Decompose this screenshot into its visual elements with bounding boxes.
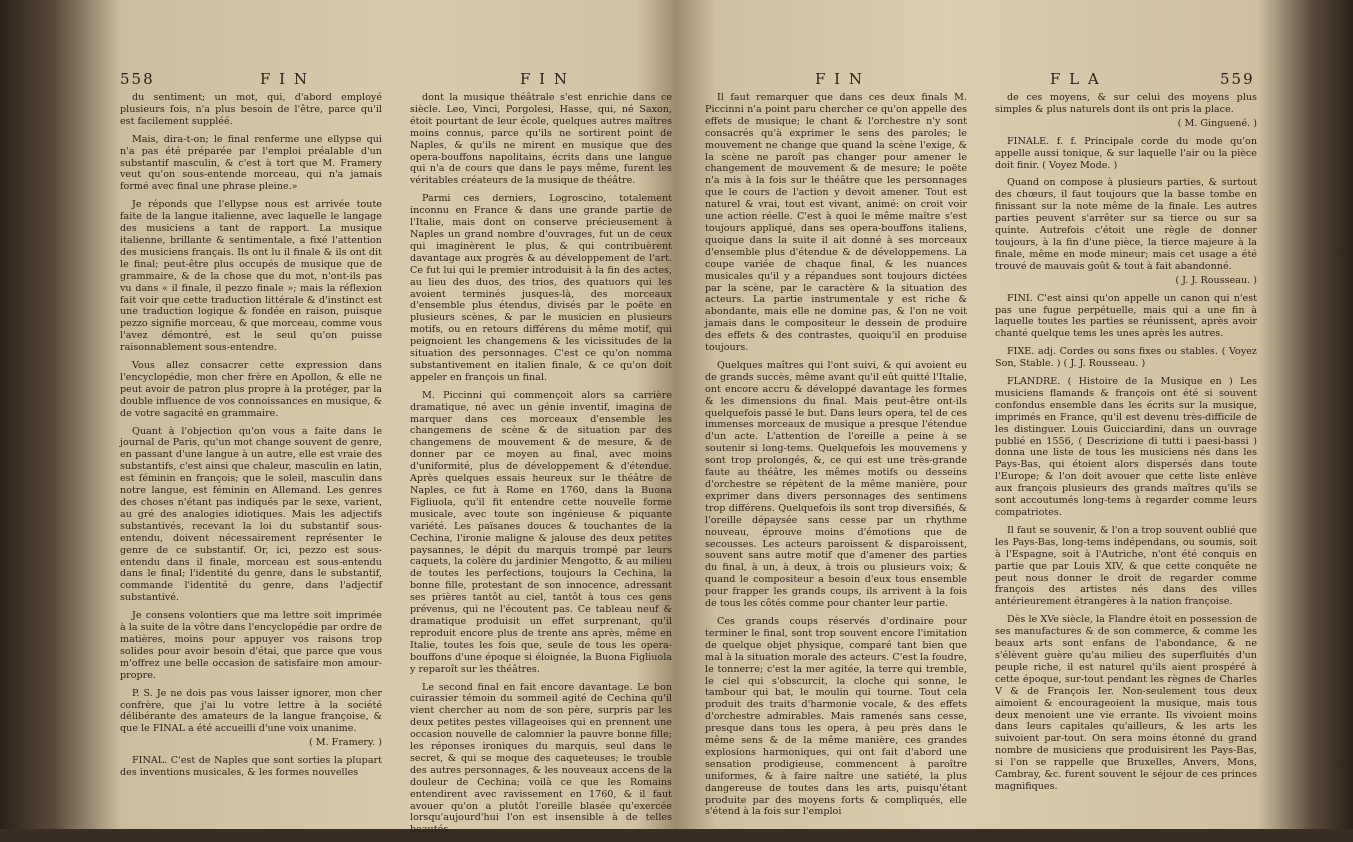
paragraph: M. Piccinni qui commençoit alors sa carrière dramatique, né avec un génie inventif, imagina de marquer dans ces morceaux d'ensemble les changemens de scène & de situation par des changemens de mouvement & de mesure, & de donner par ce moyen au final, avec moins d'uniformité, plus de développement & d'étendue. Après quelques essais heureux sur le théâtre de Naples, ce fut à Rome en 1760, dans la Buona Figliuola, qu'il fit entendre cette nouvelle forme musicale, avec toute son ingénieuse & piquante variété. Les païsanes douces & touchantes de la Cechina, l'ironie maligne & jalouse des deux petites paysannes, le dépit du marquis trompé par leurs caquets, la colère du jardinier Mengotto, & au milieu de toutes les perfections, toujours la Cechina, la bonne fille, protestant de son innocence, adressant ses prières tantôt au ciel, tantôt à tous ces gens prévenus, qui ne l'écoutent pas. Ce tableau neuf & dramatique produisit un effet surprenant, qu'il reproduit encore plus de trente ans après, même en Italie, toutes les fois que, seule de tous les opera-bouffons d'une époque si éloignée, la Buona Figliuola y reparoît sur les théâtres. xyxy=(410,389,672,675)
paragraph: Je consens volontiers que ma lettre soit imprimée à la suite de la vôtre dans l'encyclopédie par ordre de matières, moins pour appuyer vos raisons trop solides pour avoir besoin d'étai, que parce que vous m'offrez une belle occasion de satisfaire mon amour-propre. xyxy=(120,610,382,681)
paragraph: Mais, dira-t-on; le final renferme une ellypse qui n'a pas été préparée par l'emploi préalable d'un substantif masculin, & c'est à tort que M. Framery veut qu'on sous-entende morceau, qui n'a jamais formé avec final une phrase pleine.» xyxy=(120,133,382,193)
paragraph: FINAL. C'est de Naples que sont sorties la plupart des inventions musicales, & les formes nouvelles xyxy=(120,755,382,779)
paragraph: Quelques maîtres qui l'ont suivi, & qui avoient eu de grands succès, même avant qu'il eût quitté l'Italie, ont encore accru & développé davantage les formes & les dimensions du final. Mais peut-être ont-ils quelquefois passé le but. Dans leurs opera, tel de ces immenses morceaux de musique a presque l'étendue d'un acte. L'attention de l'oreille a peine à se soutenir si long-tems. Quelquefois les mouvemens y sont trop prolongés, &, ce qui est une très-grande faute au théâtre, les mêmes motifs ou desseins d'orchestre se répètent de la même manière, pour exprimer dans divers personnages des sentimens trop différens. Quelquefois ils sont trop diversifiés, & l'oreille dépaysée sans cesse par un rhythme nouveau, éprouve moins d'émotions que de secousses. Les acteurs paroissent & disparoissent, souvent sans autre motif que d'amener des parties du final, à un, à deux, à trois ou plusieurs voix; & quand le compositeur a besoin d'eux tous ensemble pour frapper les grands coups, ils arrivent à la fois de tous les côtés comme pour chanter leur partie. xyxy=(705,359,967,610)
text-column xyxy=(705,92,967,824)
running-head: F L A xyxy=(1050,70,1101,88)
paragraph: FIXE. adj. Cordes ou sons fixes ou stables. ( Voyez Son, Stable. ) ( J. J. Rousseau. ) xyxy=(995,346,1257,370)
running-head: F I N xyxy=(260,70,309,88)
author-signature: ( M. Ginguené. ) xyxy=(1177,117,1257,129)
author-signature: ( J. J. Rousseau. ) xyxy=(1175,274,1257,286)
text-column xyxy=(410,92,672,842)
text-column xyxy=(120,92,382,785)
text-column xyxy=(995,92,1257,799)
paragraph: FINI. C'est ainsi qu'on appelle un canon qui n'est pas une fugue perpétuelle, mais qui a une fin à laquelle toutes les parties se réunissent, après avoir chanté quelque tems les unes après les autres. xyxy=(995,292,1257,340)
paragraph: de ces moyens, & sur celui des moyens plus simples & plus naturels dont ils ont pris la place. xyxy=(995,92,1257,115)
paragraph: du sentiment; un mot, qui, d'abord employé plusieurs fois, n'a plus besoin de l'être, parce qu'il est facilement suppléé. xyxy=(120,92,382,127)
right-page-header xyxy=(705,70,1265,92)
author-signature: ( M. Framery. ) xyxy=(308,737,382,749)
paragraph: P. S. Je ne dois pas vous laisser ignorer, mon cher confrère, que j'ai lu votre lettre à la société délibérante des amateurs de la langue françoise, & que le FINAL a été accueilli d'une voix unanime. xyxy=(120,687,382,735)
paragraph: Je réponds que l'ellypse nous est arrivée toute faite de la langue italienne, avec laquelle le langage des musiciens a tant de rapport. La musique italienne, brillante & sentimentale, a fixé l'attention des musiciens français. Ils ont lu il finale & ils ont dit le final; peut-être plus occupés de musique que de grammaire, & de la chose que du mot, n'ont-ils pas vu dans « il finale, il pezzo finale »; mais la réflexion fait voir que cette traduction littérale & d'instinct est une traduction logique & fondée en raison, puisque pezzo signifie morceau, & que morceau, comme vous l'avez démontré, est le seul qu'on puisse raisonnablement sous-entendre. xyxy=(120,199,382,354)
left-page-header xyxy=(120,70,680,92)
paragraph: Ces grands coups réservés d'ordinaire pour terminer le final, sont trop souvent encore l'imitation de quelque objet physique, comparé tant bien que mal à la situation morale des acteurs. C'est la foudre, le tonnerre; c'est la mer agitée, la terre qui tremble, le ciel qui s'obscurcit, la cloche qui sonne, le tambour qui bat, le moulin qui tourne. Tout cela produit des traits d'harmonie vocale, & des effets d'orchestre admirables. Mais ramenés sans cesse, presque dans tous les opera, à peu près dans le même sens & de la même manière, ces grandes explosions harmoniques, qui ont fait d'abord une sensation prodigieuse, commencent à paroître uniformes, & à faire naître une satiété, la plus dangereuse de toutes dans les arts, puisqu'étant produite par des moyens forts & compliqués, elle s'étend à la fois sur l'emploi xyxy=(705,615,967,818)
paragraph: FINALE. f. f. Principale corde du mode qu'on appelle aussi tonique, & sur laquelle l'air ou la pièce doit finir. ( Voyez Mode. ) xyxy=(995,135,1257,171)
page-number: 559 xyxy=(1220,70,1255,88)
paragraph: Le second final en fait encore davantage. Le bon cuirassier témoin du sommeil agité de Cechina qu'il vient chercher au nom de son père, surpris par les deux petites pestes villageoises qui en prennent une occasion nouvelle de calomnier la pauvre bonne fille; les réponses ironiques du marquis, seul dans le secret, & qui se moque des caqueteuses; le trouble des autres personnages, & les nouveaux accens de la douleur de Cechina; voilà ce que les Romains entendirent avec ravissement en 1760, & il faut avouer qu'on a plutôt l'oreille blasée qu'exercée lorsqu'aujourd'hui l'on est insensible à de telles beautés. xyxy=(410,681,672,836)
paragraph: dont la musique théâtrale s'est enrichie dans ce siècle. Leo, Vinci, Porgolesi, Hasse, qui, né Saxon, étoit pourtant de leur école, quelques autres maîtres moins connus, parce qu'ils ne sortirent point de Naples, & qu'ils ne mirent en musique que des opera-bouffons napolitains, écrits dans une langue qui n'a de cours que dans le pays même, furent les véritables créateurs de la musique de théâtre. xyxy=(410,92,672,187)
paragraph: Dès le XVe siècle, la Flandre étoit en possession de ses manufactures & de son commerce, & comme les beaux arts sont enfans de l'abondance, & ne s'élèvent guère qu'au milieu des superfluités d'un peuple riche, il est naturel qu'ils aient prospéré à cette époque, sur-tout pendant les règnes de Charles V & de François Ier. Non-seulement tous deux aimoient & encourageoient la musique, mais tous deux menoient une vie errante. Ils vivoient moins dans leurs capitales qu'ailleurs, & les arts les suivoient par-tout. On sera moins étonné du grand nombre de musiciens que produisirent les Pays-Bas, si l'on se rappelle que Bruxelles, Anvers, Mons, Cambray, &c. furent souvent le séjour de ces princes magnifiques. xyxy=(995,614,1257,792)
paragraph: Il faut se souvenir, & l'on a trop souvent oublié que les Pays-Bas, long-tems indépendans, ou soumis, soit à l'Espagne, soit à l'Autriche, n'ont été conquis en partie que par Louis XIV, & que cette conquête ne peut nous donner le droit de regarder comme françois des artistes nés dans des villes antérieurement étrangères à la nation françoise. xyxy=(995,524,1257,608)
paragraph: Quand on compose à plusieurs parties, & surtout des chœurs, il faut toujours que la basse tombe en finissant sur la note même de la finale. Les autres parties peuvent s'arrêter sur sa tierce ou sur sa quinte. Autrefois c'étoit une règle de donner toujours, à la fin d'une pièce, la tierce majeure à la finale, même en mode mineur; mais cet usage a été trouvé de mauvais goût & tout à fait abandonné. xyxy=(995,177,1257,272)
page-number: 558 xyxy=(120,70,155,88)
paragraph: Quant à l'objection qu'on vous a faite dans le journal de Paris, qu'un mot change souvent de genre, en passant d'une langue à un autre, elle est vraie des substantifs, c'est ainsi que chaleur, masculin en latin, est féminin en françois; que le soleil, masculin dans notre langue, est féminin en Allemand. Les genres des choses n'étant pas indiqués par le sexe, varient, au gré des analogies idiotiques. Mais les adjectifs substantivés, recevant la loi du substantif sous-entendu, doivent nécessairement représenter le genre de ce substantif. Or, ici, pezzo est sous-entendu dans il finale, morceau est sous-entendu dans le final; l'identité du genre, dans le substantif, commande l'identité du genre, dans l'adjectif substantivé. xyxy=(120,425,382,604)
running-head: F I N xyxy=(815,70,864,88)
left-page xyxy=(120,70,680,836)
paragraph: FLANDRE. ( Histoire de la Musique en ) Les musiciens flamands & françois ont été si souvent confondus ensemble dans les écrits sur la musique, imprimés en France, qu'il est devenu très-difficile de les distinguer. Louis Guicciardini, dans un ouvrage publié en 1556, ( Descrizione di tutti i paesi-bassi ) donna une liste de tous les musiciens nés dans les Pays-Bas, qui étoient alors dispersés dans toute l'Europe; & l'on doit avouer que cette liste enlève aux françois plusieurs des grands maîtres qu'ils se sont accoutumés long-tems à regarder comme leurs compatriotes. xyxy=(995,376,1257,518)
paragraph: Parmi ces derniers, Logroscino, totalement inconnu en France & dans une grande partie de l'Italie, mais dont on conserve précieusement à Naples un grand nombre d'ouvrages, fut un de ceux qui imaginèrent le plus, & qui contribuèrent davantage aux progrès & au développement de l'art. Ce fut lui qui le premier introduisit à la fin des actes, au lieu des duos, des trios, des quatuors qui les avoient terminés jusques-là, des morceaux d'ensemble plus étendus, divisés par le poëte en plusieurs scènes, & par le musicien en plusieurs motifs, ou en retours différens du même motif, qui peignoient les changemens & les vicissitudes de la situation des personnages. C'est ce qu'on nomma substantivement en italien finale, & ce qu'on doit appeler en françois un final. xyxy=(410,193,672,383)
running-head: F I N xyxy=(520,70,569,88)
paragraph: Il faut remarquer que dans ces deux finals M. Piccinni n'a point paru chercher ce qu'on appelle des effets de musique; le chant & l'orchestre n'y sont consacrés qu'à exprimer le sens des paroles; le mouvement ne change que quand la scène l'exige, & la scène ne paroît pas changer pour amener le changement de mouvement & de mesure; le poëte n'a mis à la fois sur le théâtre que les personnages que le cours de l'action y devoit amener. Tout est naturel & vrai, tout est vivant, animé: on croit voir une action réelle. C'est à quoi le même maître s'est toujours appliqué, dans ses opera-bouffons italiens, quoique dans la suite il ait donné à ses morceaux d'ensemble plus d'étendue & de développemens. La coupe variée de chaque final, & les nuances musicales qu'il y a répandues sont toujours dictées par la scène, par le caractère & la situation des acteurs. La partie instrumentale y est riche & abondante, mais elle ne domine pas, & l'on ne voit jamais dans le compositeur le dessein de produire des effets & des contrastes, quoiqu'il en produise toujours. xyxy=(705,92,967,354)
right-page xyxy=(705,70,1265,818)
paragraph: Vous allez consacrer cette expression dans l'encyclopédie, mon cher frère en Apollon, & elle ne peut avoir de patron plus propre à la protéger, par la double influence de vos connoissances en musique, & de votre sagacité en grammaire. xyxy=(120,360,382,419)
